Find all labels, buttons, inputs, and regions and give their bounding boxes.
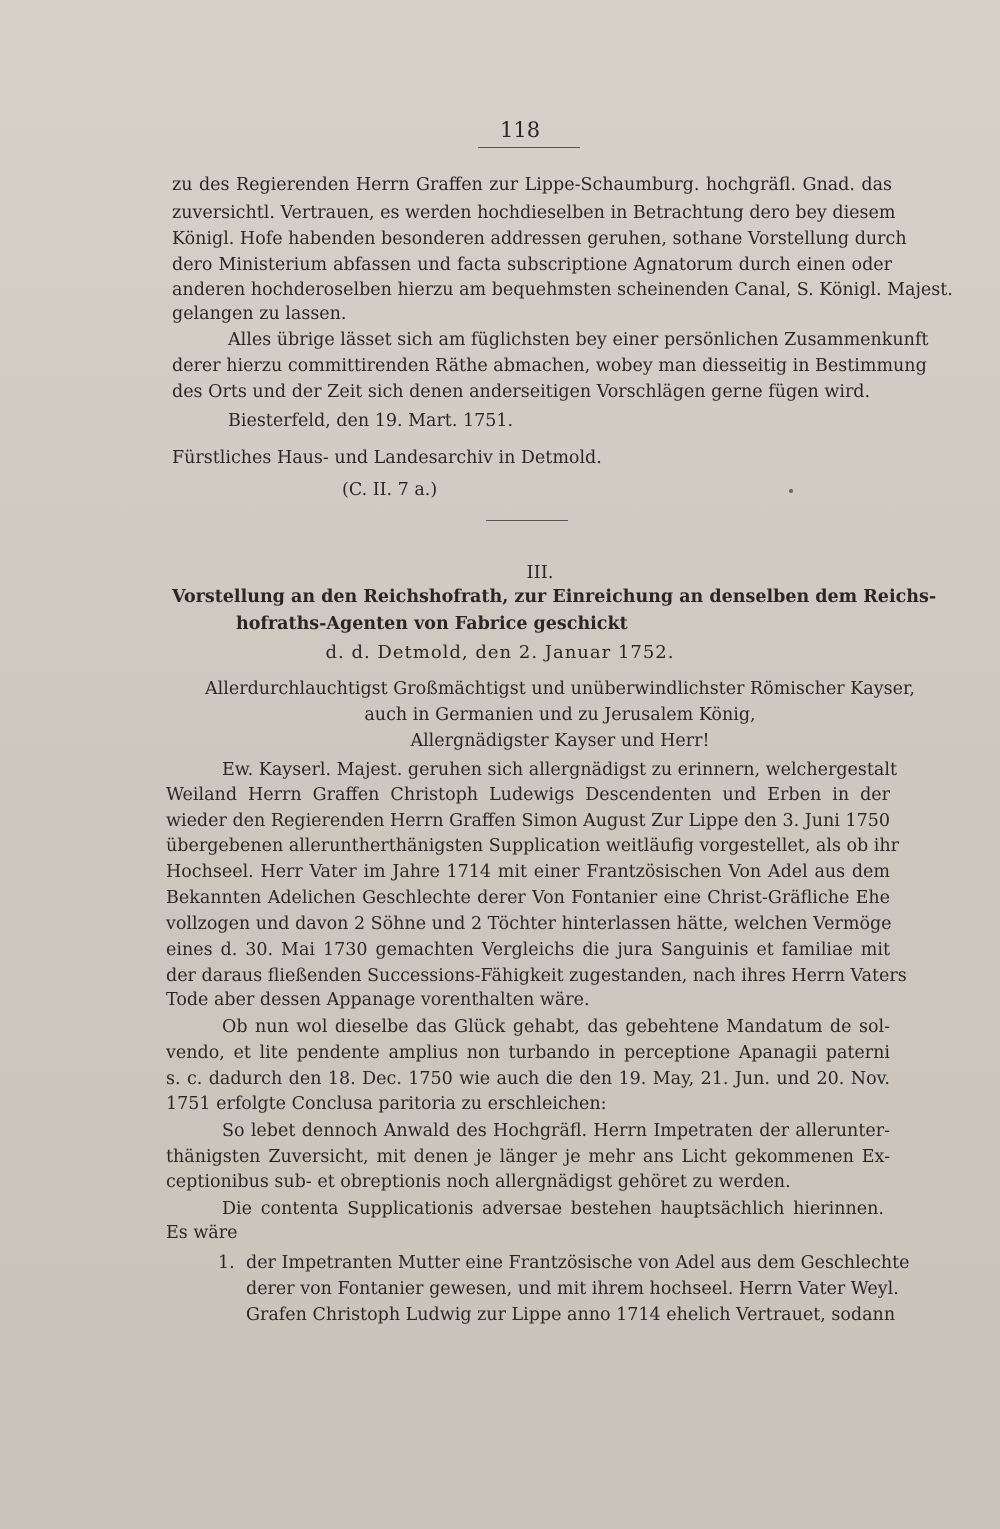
section-divider [486,520,568,521]
text-line: Alles übrige lässet sich am füglichsten bey einer persönlichen Zusammenkunft [228,330,929,350]
page-number: 118 [500,118,541,142]
place-date: Biesterfeld, den 19. Mart. 1751. [228,411,514,431]
salutation-line: Allerdurchlauchtigst Großmächtigst und unüberwindlichster Römischer Kayser, [205,679,915,699]
text-line: zuversichtl. Vertrauen, es werden hochdieselben in Betrachtung dero bey diesem [172,203,896,223]
text-line: vollzogen und davon 2 Söhne und 2 Töchter hinterlassen hätte, welchen Vermöge [166,914,892,934]
section-heading: Vorstellung an den Reichshofrath, zur Einreichung an denselben dem Reichs- [172,587,937,607]
text-line: s. c. dadurch den 18. Dec. 1750 wie auch die den 19. May, 21. Jun. und 20. Nov. [166,1069,890,1089]
text-line: dero Ministerium abfassen und facta subscriptione Agnatorum durch einen oder [172,255,892,275]
archive-reference: Fürstliches Haus- und Landesarchiv in Detmold. [172,448,602,468]
salutation-line: auch in Germanien und zu Jerusalem König, [364,705,756,725]
text-line: anderen hochderoselben hierzu am bequehmsten scheinenden Canal, S. Königl. Majest. [172,280,953,300]
dateline: d. d. Detmold, den 2. Januar 1752. [325,642,675,663]
section-numeral: III. [526,562,554,583]
header-rule [478,147,580,148]
list-item-line: der Impetranten Mutter eine Frantzösische von Adel aus dem Geschlechte [246,1253,910,1273]
text-line: Königl. Hofe habenden besonderen addressen geruhen, sothane Vorstellung durch [172,229,907,249]
salutation-line: Allergnädigster Kayser und Herr! [410,731,710,751]
text-line: des Orts und der Zeit sich denen anderseitigen Vorschlägen gerne fügen wird. [172,382,871,402]
text-line: übergebenen alleruntherthänigsten Supplication weitläufig vorgestellet, als ob ihr [166,836,900,856]
text-line: Es wäre [166,1223,238,1243]
archive-signature: (C. II. 7 a.) [342,480,438,500]
list-item-number: 1. [218,1253,235,1273]
text-line: der daraus fließenden Successions-Fähigkeit zugestanden, nach ihres Herrn Vaters [166,966,907,986]
text-line: 1751 erfolgte Conclusa paritoria zu erschleichen: [166,1094,607,1114]
text-line: gelangen zu lassen. [172,304,347,324]
ink-spot [789,489,793,493]
text-line: derer hierzu committirenden Räthe abmachen, wobey man diesseitig in Bestimmung [172,356,927,376]
text-line: Hochseel. Herr Vater im Jahre 1714 mit einer Frantzösischen Von Adel aus dem [166,862,890,882]
text-line: So lebet dennoch Anwald des Hochgräfl. Herrn Impetraten der allerunter- [222,1121,890,1141]
text-line: Weiland Herrn Graffen Christoph Ludewigs Descendenten und Erben in der [166,785,890,805]
text-line: wieder den Regierenden Herrn Graffen Simon August Zur Lippe den 3. Juni 1750 [166,811,890,831]
text-line: eines d. 30. Mai 1730 gemachten Vergleichs die jura Sanguinis et familiae mit [166,940,890,960]
text-line: ceptionibus sub- et obreptionis noch allergnädigst gehöret zu werden. [166,1172,791,1192]
text-line: Bekannten Adelichen Geschlechte derer Von Fontanier eine Christ-Gräfliche Ehe [166,888,890,908]
text-line: vendo, et lite pendente amplius non turbando in perceptione Apanagii paterni [166,1043,890,1063]
text-line: Tode aber dessen Appanage vorenthalten wäre. [166,990,590,1010]
list-item-line: derer von Fontanier gewesen, und mit ihrem hochseel. Herrn Vater Weyl. [246,1279,899,1299]
text-line: Ob nun wol dieselbe das Glück gehabt, das gebehtene Mandatum de sol- [222,1017,890,1037]
text-line: zu des Regierenden Herrn Graffen zur Lippe-Schaumburg. hochgräfl. Gnad. das [172,175,892,195]
text-line: thänigsten Zuversicht, mit denen je länger je mehr ans Licht gekommenen Ex- [166,1147,890,1167]
text-line: Ew. Kayserl. Majest. geruhen sich allergnädigst zu erinnern, welchergestalt [222,760,897,780]
section-heading-continued: hofraths-Agenten von Fabrice geschickt [236,614,628,634]
text-line: Die contenta Supplicationis adversae bestehen hauptsächlich hierinnen. [222,1199,884,1219]
list-item-line: Grafen Christoph Ludwig zur Lippe anno 1714 ehelich Vertrauet, sodann [246,1305,896,1325]
